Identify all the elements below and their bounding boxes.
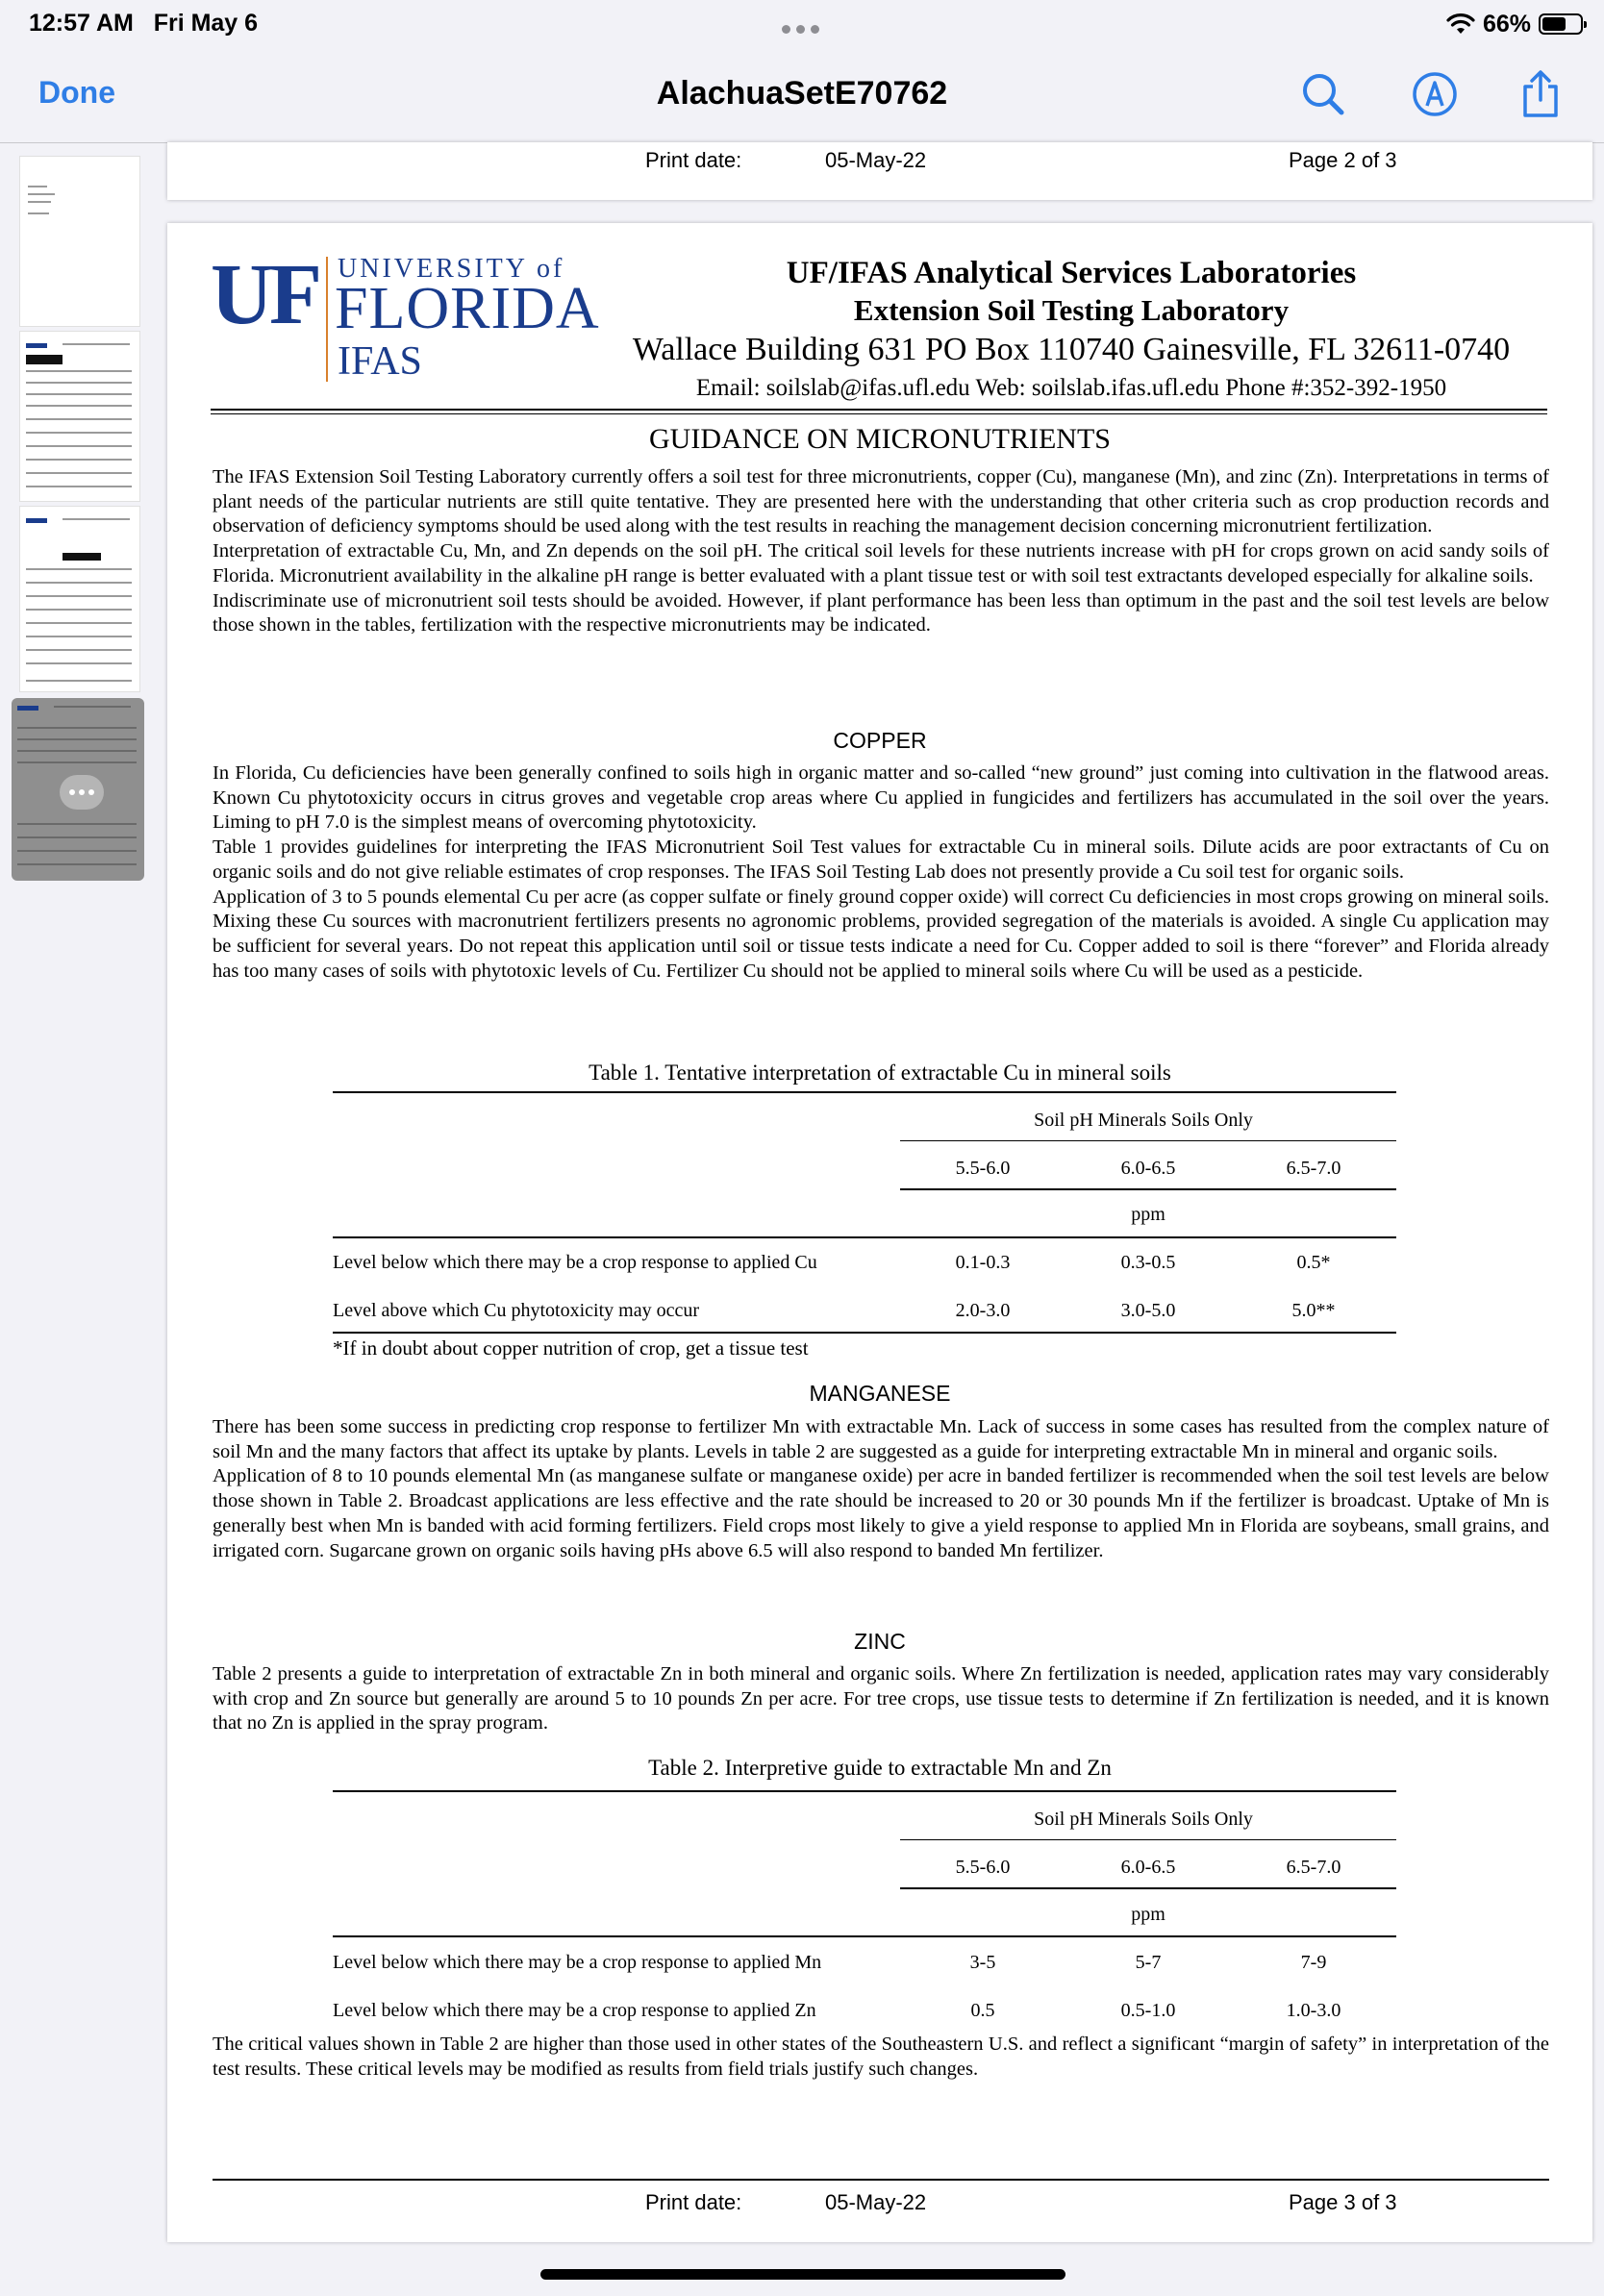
header-lab-name: UF/IFAS Analytical Services Laboratories xyxy=(786,256,1357,290)
table-2-caption: Table 2. Interpretive guide to extractable Mn and Zn xyxy=(648,1756,1112,1780)
intro-paragraph: The IFAS Extension Soil Testing Laboratory currently offers a soil test for three micronutrients, copper (Cu), manganese (Mn), and zinc (Zn). Interpretations in terms of plant needs of the particular nutrients are still quite tentative. They are presented here with the understanding that other criteria such as crop production records and observation of deficiency symptoms should be used along with the test results in reaching the management decision concerning micronutrient fertilization. xyxy=(213,466,1549,537)
table-2-cell: 5-7 xyxy=(1135,1952,1162,1973)
page-thumbnail-3[interactable] xyxy=(19,506,140,692)
header-contact: Email: soilslab@ifas.ufl.edu Web: soilslab.ifas.ufl.edu Phone #:352-392-1950 xyxy=(695,375,1447,401)
header-rule-2 xyxy=(211,413,1547,414)
page-thumbnail-2[interactable] xyxy=(19,331,140,502)
page-thumbnail-1[interactable] xyxy=(19,156,140,327)
logo-university-of: UNIVERSITY of xyxy=(338,254,565,284)
table-2-unit: ppm xyxy=(1131,1904,1165,1925)
table-1-caption: Table 1. Tentative interpretation of extractable Cu in mineral soils xyxy=(589,1061,1171,1085)
table-1-bottom-rule xyxy=(333,1332,1396,1334)
footer-rule xyxy=(213,2179,1549,2181)
page-thumbnail-4-selected[interactable] xyxy=(12,698,144,881)
table-1-cell: 0.5* xyxy=(1296,1252,1331,1273)
page-number: Page 2 of 3 xyxy=(1289,148,1397,172)
table-1-cell: 2.0-3.0 xyxy=(955,1300,1011,1321)
header-lab-subname: Extension Soil Testing Laboratory xyxy=(853,293,1290,327)
zinc-section xyxy=(213,1662,1549,1736)
table-1-col-header: 5.5-6.0 xyxy=(955,1158,1011,1179)
copper-heading: COPPER xyxy=(833,728,927,753)
copper-section xyxy=(213,761,1549,984)
table-1-cell: 0.1-0.3 xyxy=(955,1252,1011,1273)
page-number: Page 3 of 3 xyxy=(1289,2190,1397,2214)
table-1-rule xyxy=(900,1188,1396,1190)
status-time-date xyxy=(29,10,258,37)
print-date-value: 05-May-22 xyxy=(825,2190,927,2214)
table-2-cell: 7-9 xyxy=(1300,1952,1327,1973)
table-2-cell: 0.5 xyxy=(970,2000,995,2021)
table-1-top-rule xyxy=(333,1091,1396,1093)
print-date-value: 05-May-22 xyxy=(825,148,927,172)
table-2-top-rule xyxy=(333,1790,1396,1792)
table-1-unit: ppm xyxy=(1131,1204,1165,1225)
table-2-cell: 1.0-3.0 xyxy=(1286,2000,1341,2021)
table-2-cell: 0.5-1.0 xyxy=(1120,2000,1176,2021)
search-icon[interactable] xyxy=(1296,67,1350,121)
nav-bar xyxy=(0,48,1604,143)
table-1-row-label: Level below which there may be a crop response to applied Cu xyxy=(333,1252,817,1273)
status-time: 12:57 AM xyxy=(29,10,134,37)
table-2-row-label: Level below which there may be a crop response to applied Zn xyxy=(333,2000,816,2021)
copper-paragraph: Table 1 provides guidelines for interpreting the IFAS Micronutrient Soil Test values for extractable Cu in mineral soils. Dilute acids are poor extractants of Cu on organic soils and do not give reliable estimates of crop responses. The IFAS Soil Testing Lab does not presently provide a Cu soil test for organic soils. xyxy=(213,836,1549,883)
table-1-footnote: *If in doubt about copper nutrition of crop, get a tissue test xyxy=(333,1336,809,1360)
status-date: Fri May 6 xyxy=(153,10,259,37)
manganese-heading: MANGANESE xyxy=(809,1381,951,1406)
table-1-cell: 3.0-5.0 xyxy=(1120,1300,1176,1321)
status-right xyxy=(1446,8,1583,40)
intro-section xyxy=(213,465,1549,638)
intro-paragraph: Indiscriminate use of micronutrient soil tests should be avoided. However, if plant performance has been less than optimum in the past and the soil test levels are below those shown in the tables, fertilization with the respective micronutrients may be indicated. xyxy=(213,589,1549,636)
table-1-group-header: Soil pH Minerals Soils Only xyxy=(1034,1110,1253,1131)
manganese-paragraph: Application of 8 to 10 pounds elemental Mn (as manganese sulfate or manganese oxide) per acre in banded fertilizer is recommended when the soil test levels are below those shown in Table 2. Broadcast applications are less effective and the rate should be increased to 20 or 30 pounds Mn if the fertilizer is broadcast. Uptake of Mn is generally best when Mn is banded with acid forming fertilizers. Field crops most likely to give a yield response to applied Mn in Florida are soybeans, small grains, and irrigated corn. Sugarcane grown on organic soils having pHs above 6.5 will also respond to banded Mn fertilizer. xyxy=(213,1465,1549,1561)
table-2-rule xyxy=(333,1935,1396,1937)
manganese-paragraph: There has been some success in predicting crop response to fertilizer Mn with extractable Mn. Lack of success in some cases has resulted from the complex nature of soil Mn and the many factors that affect its uptake by plants. Levels in table 2 are suggested as a guide for interpreting extractable Mn in mineral and organic soils. xyxy=(213,1416,1549,1462)
intro-paragraph: Interpretation of extractable Cu, Mn, and Zn depends on the soil pH. The critical soil levels for these nutrients increase with pH for crops grown on acid sandy soils of Florida. Micronutrient availability in the alkaline pH range is better evaluated with a plant tissue test or with soil test extractants developed especially for alkaline soils. xyxy=(213,540,1549,586)
header-address: Wallace Building 631 PO Box 110740 Gainesville, FL 32611-0740 xyxy=(632,332,1511,367)
more-icon[interactable] xyxy=(60,775,104,810)
logo-ifas: IFAS xyxy=(338,339,422,384)
table-1-rule xyxy=(900,1140,1396,1141)
logo-uf: UF xyxy=(211,247,318,342)
table-2-col-header: 5.5-6.0 xyxy=(955,1857,1011,1878)
document-title: AlachuaSetE70762 xyxy=(656,75,948,112)
table-1-col-header: 6.0-6.5 xyxy=(1120,1158,1176,1179)
multitasking-dots-icon[interactable] xyxy=(779,21,822,38)
zinc-heading: ZINC xyxy=(854,1629,906,1654)
logo-florida: FLORIDA xyxy=(335,276,600,341)
table-2-rule xyxy=(900,1887,1396,1889)
status-bar xyxy=(0,0,1604,48)
table-1-cell: 5.0** xyxy=(1291,1300,1336,1321)
table-2-col-header: 6.0-6.5 xyxy=(1120,1857,1176,1878)
wifi-icon xyxy=(1446,12,1475,36)
copper-paragraph: In Florida, Cu deficiencies have been generally confined to soils high in organic matter and so-called “new ground” just coming into cultivation in the flatwood areas. Known Cu phytotoxicity occurs in citrus groves and vegetable crop areas where Cu applied in fungicides and fertilizers has accumulated in the soil over the years. Liming to pH 7.0 is the simplest means of overcoming phytotoxicity. xyxy=(213,762,1549,834)
table-2-row-label: Level below which there may be a crop response to applied Mn xyxy=(333,1952,822,1973)
table-1-col-header: 6.5-7.0 xyxy=(1286,1158,1341,1179)
battery-percent: 66% xyxy=(1482,10,1531,37)
table-2-rule xyxy=(900,1839,1396,1840)
page-2 xyxy=(167,142,1592,200)
battery-icon xyxy=(1539,13,1583,35)
home-indicator[interactable] xyxy=(540,2269,1065,2280)
closing-section xyxy=(213,2033,1549,2082)
header-rule-1 xyxy=(211,409,1547,411)
table-2-group-header: Soil pH Minerals Soils Only xyxy=(1034,1809,1253,1830)
table-2-col-header: 6.5-7.0 xyxy=(1286,1857,1341,1878)
table-1-cell: 0.3-0.5 xyxy=(1120,1252,1176,1273)
markup-icon[interactable] xyxy=(1408,67,1462,121)
page-3 xyxy=(167,223,1592,2242)
done-button[interactable]: Done xyxy=(38,75,115,110)
table-1-row-label: Level above which Cu phytotoxicity may occur xyxy=(333,1300,700,1321)
closing-paragraph: The critical values shown in Table 2 are higher than those used in other states of the Southeastern U.S. and reflect a significant “margin of safety” in interpretation of the test results. These critical levels may be modified as results from field trials justify such changes. xyxy=(213,2034,1549,2080)
copper-paragraph: Application of 3 to 5 pounds elemental Cu per acre (as copper sulfate or finely ground copper oxide) will correct Cu deficiencies in most crops growing on mineral soils. Mixing these Cu sources with macronutrient fertilizers presents no agronomic problems, provided segregation of the materials is avoided. A single Cu application may be sufficient for several years. Do not repeat this application until soil or tissue tests indicate a need for Cu. Copper added to soil is there “forever” and Florida already has too many cases of soils with phytotoxic levels of Cu. Fertilizer Cu should not be applied to mineral soils where Cu will be used as a pesticide. xyxy=(213,886,1549,982)
logo-divider xyxy=(326,257,328,382)
manganese-section xyxy=(213,1415,1549,1563)
table-1-rule xyxy=(333,1236,1396,1238)
table-2-cell: 3-5 xyxy=(969,1952,996,1973)
print-date-label: Print date: xyxy=(645,2190,742,2214)
share-icon[interactable] xyxy=(1514,67,1567,121)
zinc-paragraph: Table 2 presents a guide to interpretation of extractable Zn in both mineral and organic soils. Where Zn fertilization is needed, application rates may vary considerably with crop and Zn source but generally are around 5 to 10 pounds Zn per acre. For tree crops, use tissue tests to determine if Zn fertilization is needed, and it is known that no Zn is applied in the spray program. xyxy=(213,1663,1549,1734)
print-date-label: Print date: xyxy=(645,148,742,172)
doc-title: GUIDANCE ON MICRONUTRIENTS xyxy=(649,423,1111,455)
